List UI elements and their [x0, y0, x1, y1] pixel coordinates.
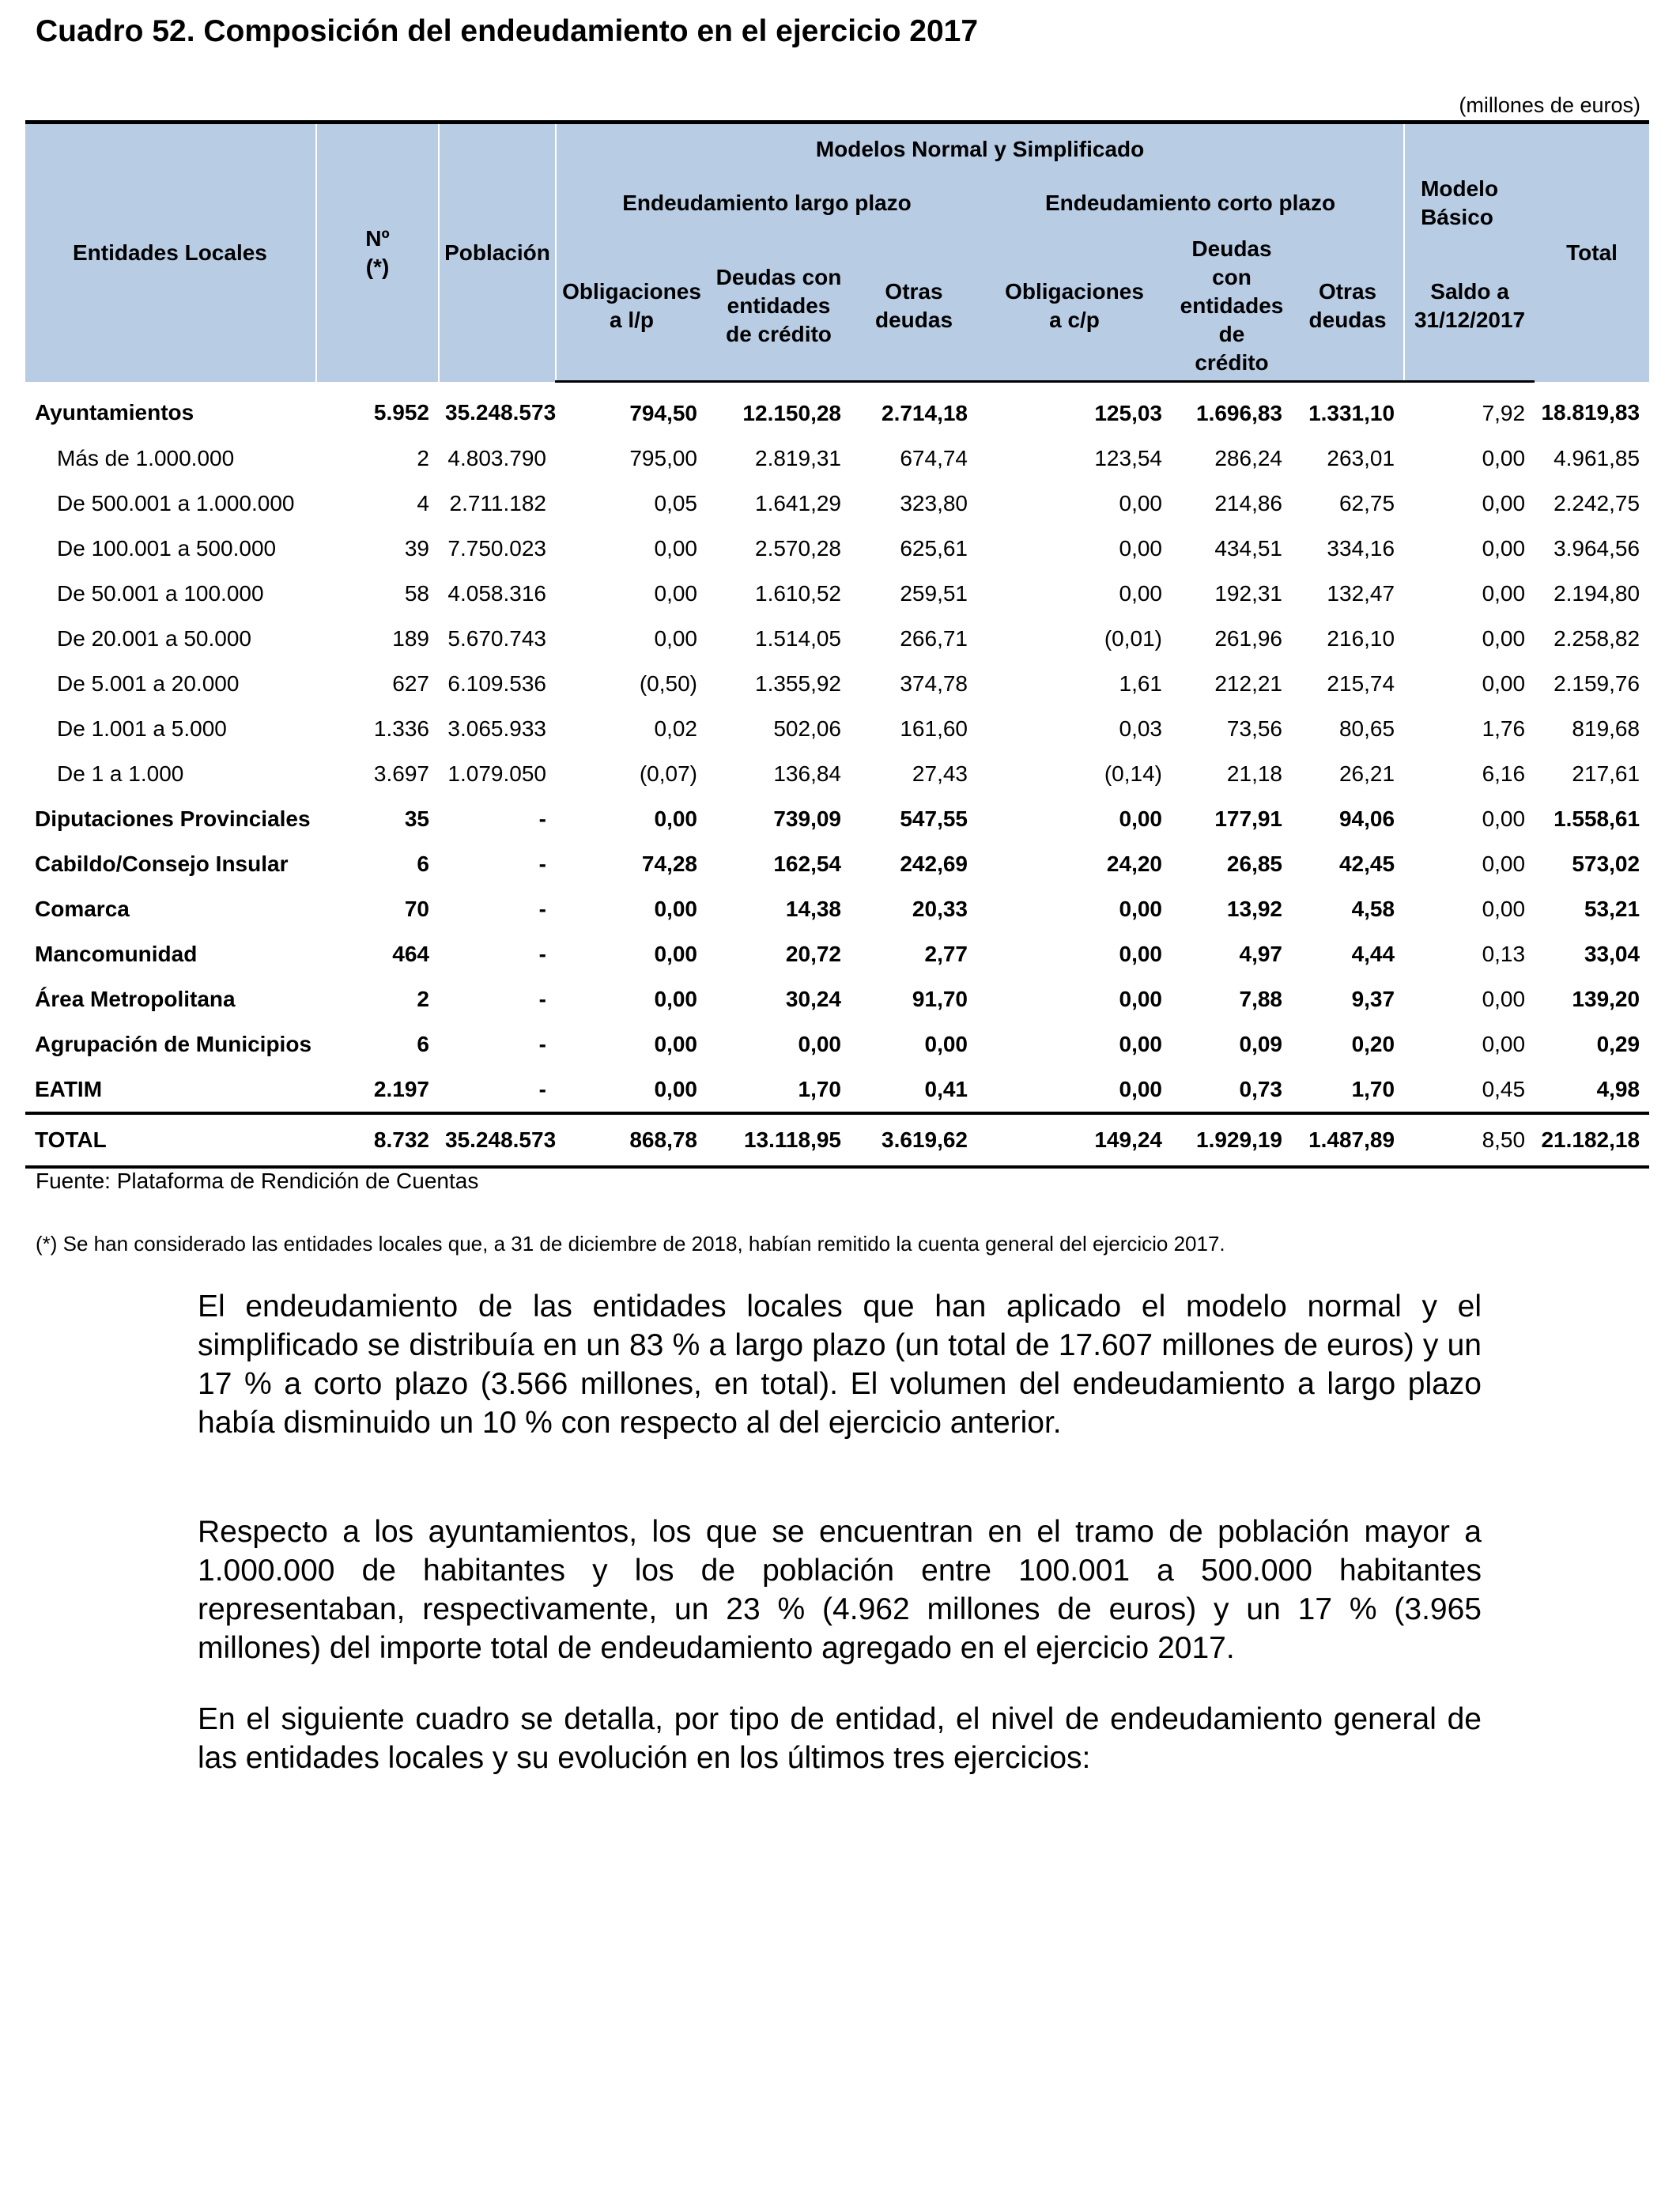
table-cell: 14,38	[785, 896, 841, 921]
table-cell: 1.331,10	[1308, 400, 1395, 425]
table-cell: 20,33	[912, 896, 968, 921]
header-otras-deudas-lp: Otras deudas	[851, 232, 977, 382]
table-cell: 1,76	[1482, 716, 1526, 741]
table-cell: 2.711.182	[449, 490, 546, 515]
header-total: Total	[1535, 123, 1649, 382]
table-cell: -	[538, 986, 546, 1011]
table-cell: 0,09	[1239, 1031, 1282, 1056]
table-cell: 0,00	[1482, 670, 1526, 696]
header-deudas-credito-lp: Deudas con entidades de crédito	[707, 232, 851, 382]
header-entidades: Entidades Locales	[25, 123, 316, 382]
table-cell: 434,51	[1214, 535, 1282, 561]
table-row	[25, 886, 1649, 931]
table-cell: 2.194,80	[1554, 580, 1640, 606]
row-label: De 50.001 a 100.000	[57, 580, 264, 606]
table-cell: 73,56	[1226, 716, 1282, 741]
table-cell: 334,16	[1327, 535, 1395, 561]
table-cell: (0,50)	[639, 670, 697, 696]
row-label: De 1 a 1.000	[57, 761, 184, 786]
table-cell: 0,73	[1239, 1076, 1282, 1101]
table-cell: 0,00	[1482, 535, 1526, 561]
table-cell: 0,20	[1351, 1031, 1395, 1056]
table-cell: 3.065.933	[447, 716, 546, 741]
table-row	[25, 481, 1649, 526]
table-cell: 139,20	[1572, 986, 1640, 1011]
row-label: De 20.001 a 50.000	[57, 625, 251, 651]
table-cell: 212,21	[1214, 670, 1282, 696]
table-cell: 7,88	[1239, 986, 1282, 1011]
table-cell: 35.248.573	[445, 399, 557, 425]
table-cell: 177,91	[1214, 806, 1282, 831]
table-row	[25, 436, 1649, 481]
table-cell: 0,00	[654, 535, 697, 561]
source-note: Fuente: Plataforma de Rendición de Cuentas	[36, 1169, 479, 1193]
table-cell: 242,69	[900, 851, 968, 876]
row-label: Mancomunidad	[35, 941, 198, 966]
table-cell: 0,41	[924, 1076, 968, 1101]
table-cell: 214,86	[1214, 490, 1282, 515]
table-cell: 794,50	[629, 400, 697, 425]
table-cell: 5.952	[373, 399, 429, 425]
table-row	[25, 661, 1649, 706]
table-cell: 0,13	[1482, 941, 1526, 966]
body-paragraph: Respecto a los ayuntamientos, los que se encuentran en el tramo de población mayor a 1.000.000 de habitantes y los de población entre 100.001 a 500.000 habitantes representaban, respectivamente, un 23 % (4.962 millones de euros) y un 17 % (3.965 millones) del importe total de endeudamiento agregado en el ejercicio 2017.	[198, 1515, 1482, 1665]
row-label: EATIM	[35, 1076, 103, 1101]
table-cell: 2.242,75	[1554, 490, 1640, 515]
table-cell: 266,71	[900, 625, 968, 651]
table-cell: 547,55	[900, 806, 968, 831]
table-row	[25, 976, 1649, 1021]
table-cell: 0,45	[1482, 1076, 1526, 1101]
table-cell: 0,29	[1596, 1031, 1640, 1056]
table-cell: 868,78	[556, 1113, 707, 1167]
row-label: Más de 1.000.000	[57, 445, 235, 470]
table-header	[25, 123, 1649, 382]
table-cell: 0,00	[654, 580, 697, 606]
table-cell: 4.058.316	[447, 580, 546, 606]
table-cell: 0,00	[1119, 806, 1162, 831]
header-largo-plazo: Endeudamiento largo plazo	[556, 175, 977, 232]
table-cell: 3.964,56	[1554, 535, 1640, 561]
table-cell: -	[538, 851, 546, 876]
table-cell: 2,77	[924, 941, 968, 966]
table-cell: 2.714,18	[882, 400, 968, 425]
header-modelo-basico: Modelo Básico	[1404, 123, 1535, 232]
table-cell: 0,00	[1119, 535, 1162, 561]
table-cell: 0,05	[654, 490, 697, 515]
table-cell: 1.336	[373, 716, 429, 741]
table-cell: 0,00	[654, 1076, 697, 1101]
table-cell: (0,01)	[1104, 625, 1162, 651]
table-cell: 0,00	[1482, 490, 1526, 515]
table-cell: 6.109.536	[447, 670, 546, 696]
row-label: TOTAL	[25, 1113, 316, 1167]
header-otras-deudas-cp: Otras deudas	[1292, 232, 1404, 382]
table-cell: 2.570,28	[755, 535, 841, 561]
header-numero: Nº (*)	[316, 123, 439, 382]
table-cell: 1.355,92	[755, 670, 841, 696]
table-cell: 8,50	[1404, 1113, 1535, 1167]
table-cell: 0,00	[654, 986, 697, 1011]
table-cell: 8.732	[316, 1113, 439, 1167]
table-cell: 6,16	[1482, 761, 1526, 786]
table-cell: 35.248.573	[439, 1113, 556, 1167]
table-cell: 2	[417, 445, 429, 470]
table-cell: 35	[404, 806, 429, 831]
table-cell: 4.961,85	[1554, 445, 1640, 470]
table-cell: 0,00	[654, 1031, 697, 1056]
table-cell: 74,28	[641, 851, 697, 876]
table-cell: 1,70	[798, 1076, 841, 1101]
table-cell: 0,00	[1119, 941, 1162, 966]
table-cell: 1.558,61	[1554, 806, 1640, 831]
table-cell: 1.610,52	[755, 580, 841, 606]
table-cell: 53,21	[1584, 896, 1640, 921]
table-cell: 627	[392, 670, 429, 696]
table-cell: 42,45	[1338, 851, 1395, 876]
footnote: (*) Se han considerado las entidades locales que, a 31 de diciembre de 2018, habían remitido la cuenta general del ejercicio 2017.	[36, 1232, 1225, 1256]
table-cell: 4,44	[1351, 941, 1395, 966]
table-cell: 1,70	[1351, 1076, 1395, 1101]
table-cell: 2	[417, 986, 429, 1011]
table-cell: 21.182,18	[1535, 1113, 1649, 1167]
table-cell: (0,14)	[1104, 761, 1162, 786]
table-cell: 464	[392, 941, 429, 966]
table-cell: 502,06	[773, 716, 841, 741]
table-cell: 0,00	[1482, 896, 1526, 921]
table-cell: 26,21	[1338, 761, 1395, 786]
header-poblacion: Población	[439, 123, 556, 382]
table-cell: 7,92	[1482, 400, 1526, 425]
table-cell: 0,00	[1119, 580, 1162, 606]
table-cell: 2.197	[373, 1076, 429, 1101]
table-cell: 27,43	[912, 761, 968, 786]
header-saldo: Saldo a 31/12/2017	[1404, 232, 1535, 382]
body-paragraph: En el siguiente cuadro se detalla, por tipo de entidad, el nivel de endeudamiento general de las entidades locales y su evolución en los últimos tres ejercicios:	[198, 1702, 1482, 1775]
table-cell: 33,04	[1584, 941, 1640, 966]
row-label: De 100.001 a 500.000	[57, 535, 277, 561]
table-cell: 1.929,19	[1172, 1113, 1292, 1167]
table-cell: 0,00	[1119, 896, 1162, 921]
table-cell: -	[538, 896, 546, 921]
table-cell: 263,01	[1327, 445, 1395, 470]
table-cell: 6	[417, 851, 429, 876]
table-cell: 7.750.023	[447, 535, 546, 561]
header-corto-plazo: Endeudamiento corto plazo	[977, 175, 1404, 232]
table-cell: 1,61	[1119, 670, 1162, 696]
table-cell: 2.819,31	[755, 445, 841, 470]
table-cell: 4	[417, 490, 429, 515]
table-cell: 0,03	[1119, 716, 1162, 741]
row-label: Área Metropolitana	[35, 986, 236, 1011]
header-obligaciones-lp: Obligaciones a l/p	[556, 232, 707, 382]
table-cell: 0,00	[1119, 1076, 1162, 1101]
table-cell: 13.118,95	[707, 1113, 851, 1167]
table-cell: 12.150,28	[742, 400, 841, 425]
table-cell: 132,47	[1327, 580, 1395, 606]
table-cell: 149,24	[977, 1113, 1172, 1167]
row-label: Agrupación de Municipios	[35, 1031, 312, 1056]
table-cell: 123,54	[1094, 445, 1162, 470]
table-cell: 26,85	[1226, 851, 1282, 876]
row-label: Comarca	[35, 896, 130, 921]
table-cell: 161,60	[900, 716, 968, 741]
table-cell: 739,09	[773, 806, 841, 831]
table-cell: 2.159,76	[1554, 670, 1640, 696]
row-label: De 500.001 a 1.000.000	[57, 490, 295, 515]
table-cell: -	[538, 1076, 546, 1101]
table-cell: 18.819,83	[1541, 399, 1640, 425]
table-cell: 0,00	[1482, 851, 1526, 876]
debt-composition-table	[25, 120, 1649, 1169]
table-cell: 573,02	[1572, 851, 1640, 876]
table-cell: 21,18	[1226, 761, 1282, 786]
row-label: Ayuntamientos	[35, 399, 194, 425]
table-cell: 0,00	[1119, 1031, 1162, 1056]
table-cell: 0,00	[1482, 625, 1526, 651]
table-cell: 58	[404, 580, 429, 606]
table-cell: 125,03	[1094, 400, 1162, 425]
table-cell: 94,06	[1338, 806, 1395, 831]
table-cell: 323,80	[900, 490, 968, 515]
table-cell: 0,00	[1482, 445, 1526, 470]
table-cell: 3.697	[373, 761, 429, 786]
table-cell: 62,75	[1338, 490, 1395, 515]
table-cell: -	[538, 941, 546, 966]
table-cell: 1.641,29	[755, 490, 841, 515]
table-title: Cuadro 52. Composición del endeudamiento en el ejercicio 2017	[36, 14, 979, 48]
row-label: De 5.001 a 20.000	[57, 670, 240, 696]
table-row	[25, 931, 1649, 976]
table-cell: 4,58	[1351, 896, 1395, 921]
table-cell: (0,07)	[639, 761, 697, 786]
table-row	[25, 571, 1649, 616]
table-cell: 162,54	[773, 851, 841, 876]
table-row	[25, 706, 1649, 751]
table-cell: 4.803.790	[447, 445, 546, 470]
table-cell: 0,00	[1482, 580, 1526, 606]
table-cell: 0,00	[924, 1031, 968, 1056]
table-cell: 9,37	[1351, 986, 1395, 1011]
header-deudas-credito-cp: Deudas con entidades de crédito	[1172, 232, 1292, 382]
table-cell: 0,00	[798, 1031, 841, 1056]
table-cell: 795,00	[629, 445, 697, 470]
table-cell: 286,24	[1214, 445, 1282, 470]
table-cell: 0,00	[654, 625, 697, 651]
table-cell: 1.514,05	[755, 625, 841, 651]
table-row	[25, 796, 1649, 841]
table-cell: 1.696,83	[1196, 400, 1282, 425]
row-label: De 1.001 a 5.000	[57, 716, 227, 741]
table-cell: 1.487,89	[1292, 1113, 1404, 1167]
table-cell: 39	[404, 535, 429, 561]
table-cell: 80,65	[1338, 716, 1395, 741]
table-cell: 20,72	[785, 941, 841, 966]
table-cell: 4,97	[1239, 941, 1282, 966]
table-cell: 0,00	[1119, 490, 1162, 515]
table-cell: 70	[404, 896, 429, 921]
table-row	[25, 1021, 1649, 1067]
table-cell: 2.258,82	[1554, 625, 1640, 651]
table-row	[25, 382, 1649, 436]
table-cell: 30,24	[785, 986, 841, 1011]
table-cell: 216,10	[1327, 625, 1395, 651]
table-cell: 0,00	[1482, 806, 1526, 831]
table-cell: 0,02	[654, 716, 697, 741]
table-cell: 0,00	[654, 896, 697, 921]
table-cell: 4,98	[1596, 1076, 1640, 1101]
table-cell: 3.619,62	[851, 1113, 977, 1167]
table-cell: 6	[417, 1031, 429, 1056]
table-cell: -	[538, 1031, 546, 1056]
table-cell: 0,00	[654, 806, 697, 831]
table-cell: 215,74	[1327, 670, 1395, 696]
table-cell: 5.670.743	[447, 625, 546, 651]
table-cell: 24,20	[1106, 851, 1162, 876]
table-cell: 136,84	[773, 761, 841, 786]
table-cell: 0,00	[654, 941, 697, 966]
table-body	[25, 382, 1649, 1168]
table-row	[25, 616, 1649, 661]
row-label: Cabildo/Consejo Insular	[35, 851, 289, 876]
table-cell: 1.079.050	[447, 761, 546, 786]
table-row	[25, 526, 1649, 571]
total-row	[25, 1113, 1649, 1167]
table-cell: 819,68	[1572, 716, 1640, 741]
row-label: Diputaciones Provinciales	[35, 806, 311, 831]
table-cell: 192,31	[1214, 580, 1282, 606]
table-cell: 0,00	[1482, 986, 1526, 1011]
table-row	[25, 841, 1649, 886]
units-label: (millones de euros)	[1459, 93, 1640, 117]
header-modelos-normal: Modelos Normal y Simplificado	[556, 123, 1404, 175]
table-cell: 0,00	[1482, 1031, 1526, 1056]
table-cell: 374,78	[900, 670, 968, 696]
table-cell: 674,74	[900, 445, 968, 470]
header-obligaciones-cp: Obligaciones a c/p	[977, 232, 1172, 382]
table-cell: 217,61	[1572, 761, 1640, 786]
table-row	[25, 751, 1649, 796]
table-cell: 259,51	[900, 580, 968, 606]
table-cell: 189	[392, 625, 429, 651]
table-cell: 625,61	[900, 535, 968, 561]
table-cell: 261,96	[1214, 625, 1282, 651]
table-cell: 91,70	[912, 986, 968, 1011]
table-row	[25, 1067, 1649, 1113]
table-cell: 13,92	[1226, 896, 1282, 921]
table-cell: 0,00	[1119, 986, 1162, 1011]
table-cell: -	[538, 806, 546, 831]
body-paragraph: El endeudamiento de las entidades locales que han aplicado el modelo normal y el simplificado se distribuía en un 83 % a largo plazo (un total de 17.607 millones de euros) y un 17 % a corto plazo (3.566 millones, en total). El volumen del endeudamiento a largo plazo había disminuido un 10 % con respecto al del ejercicio anterior.	[198, 1290, 1482, 1440]
